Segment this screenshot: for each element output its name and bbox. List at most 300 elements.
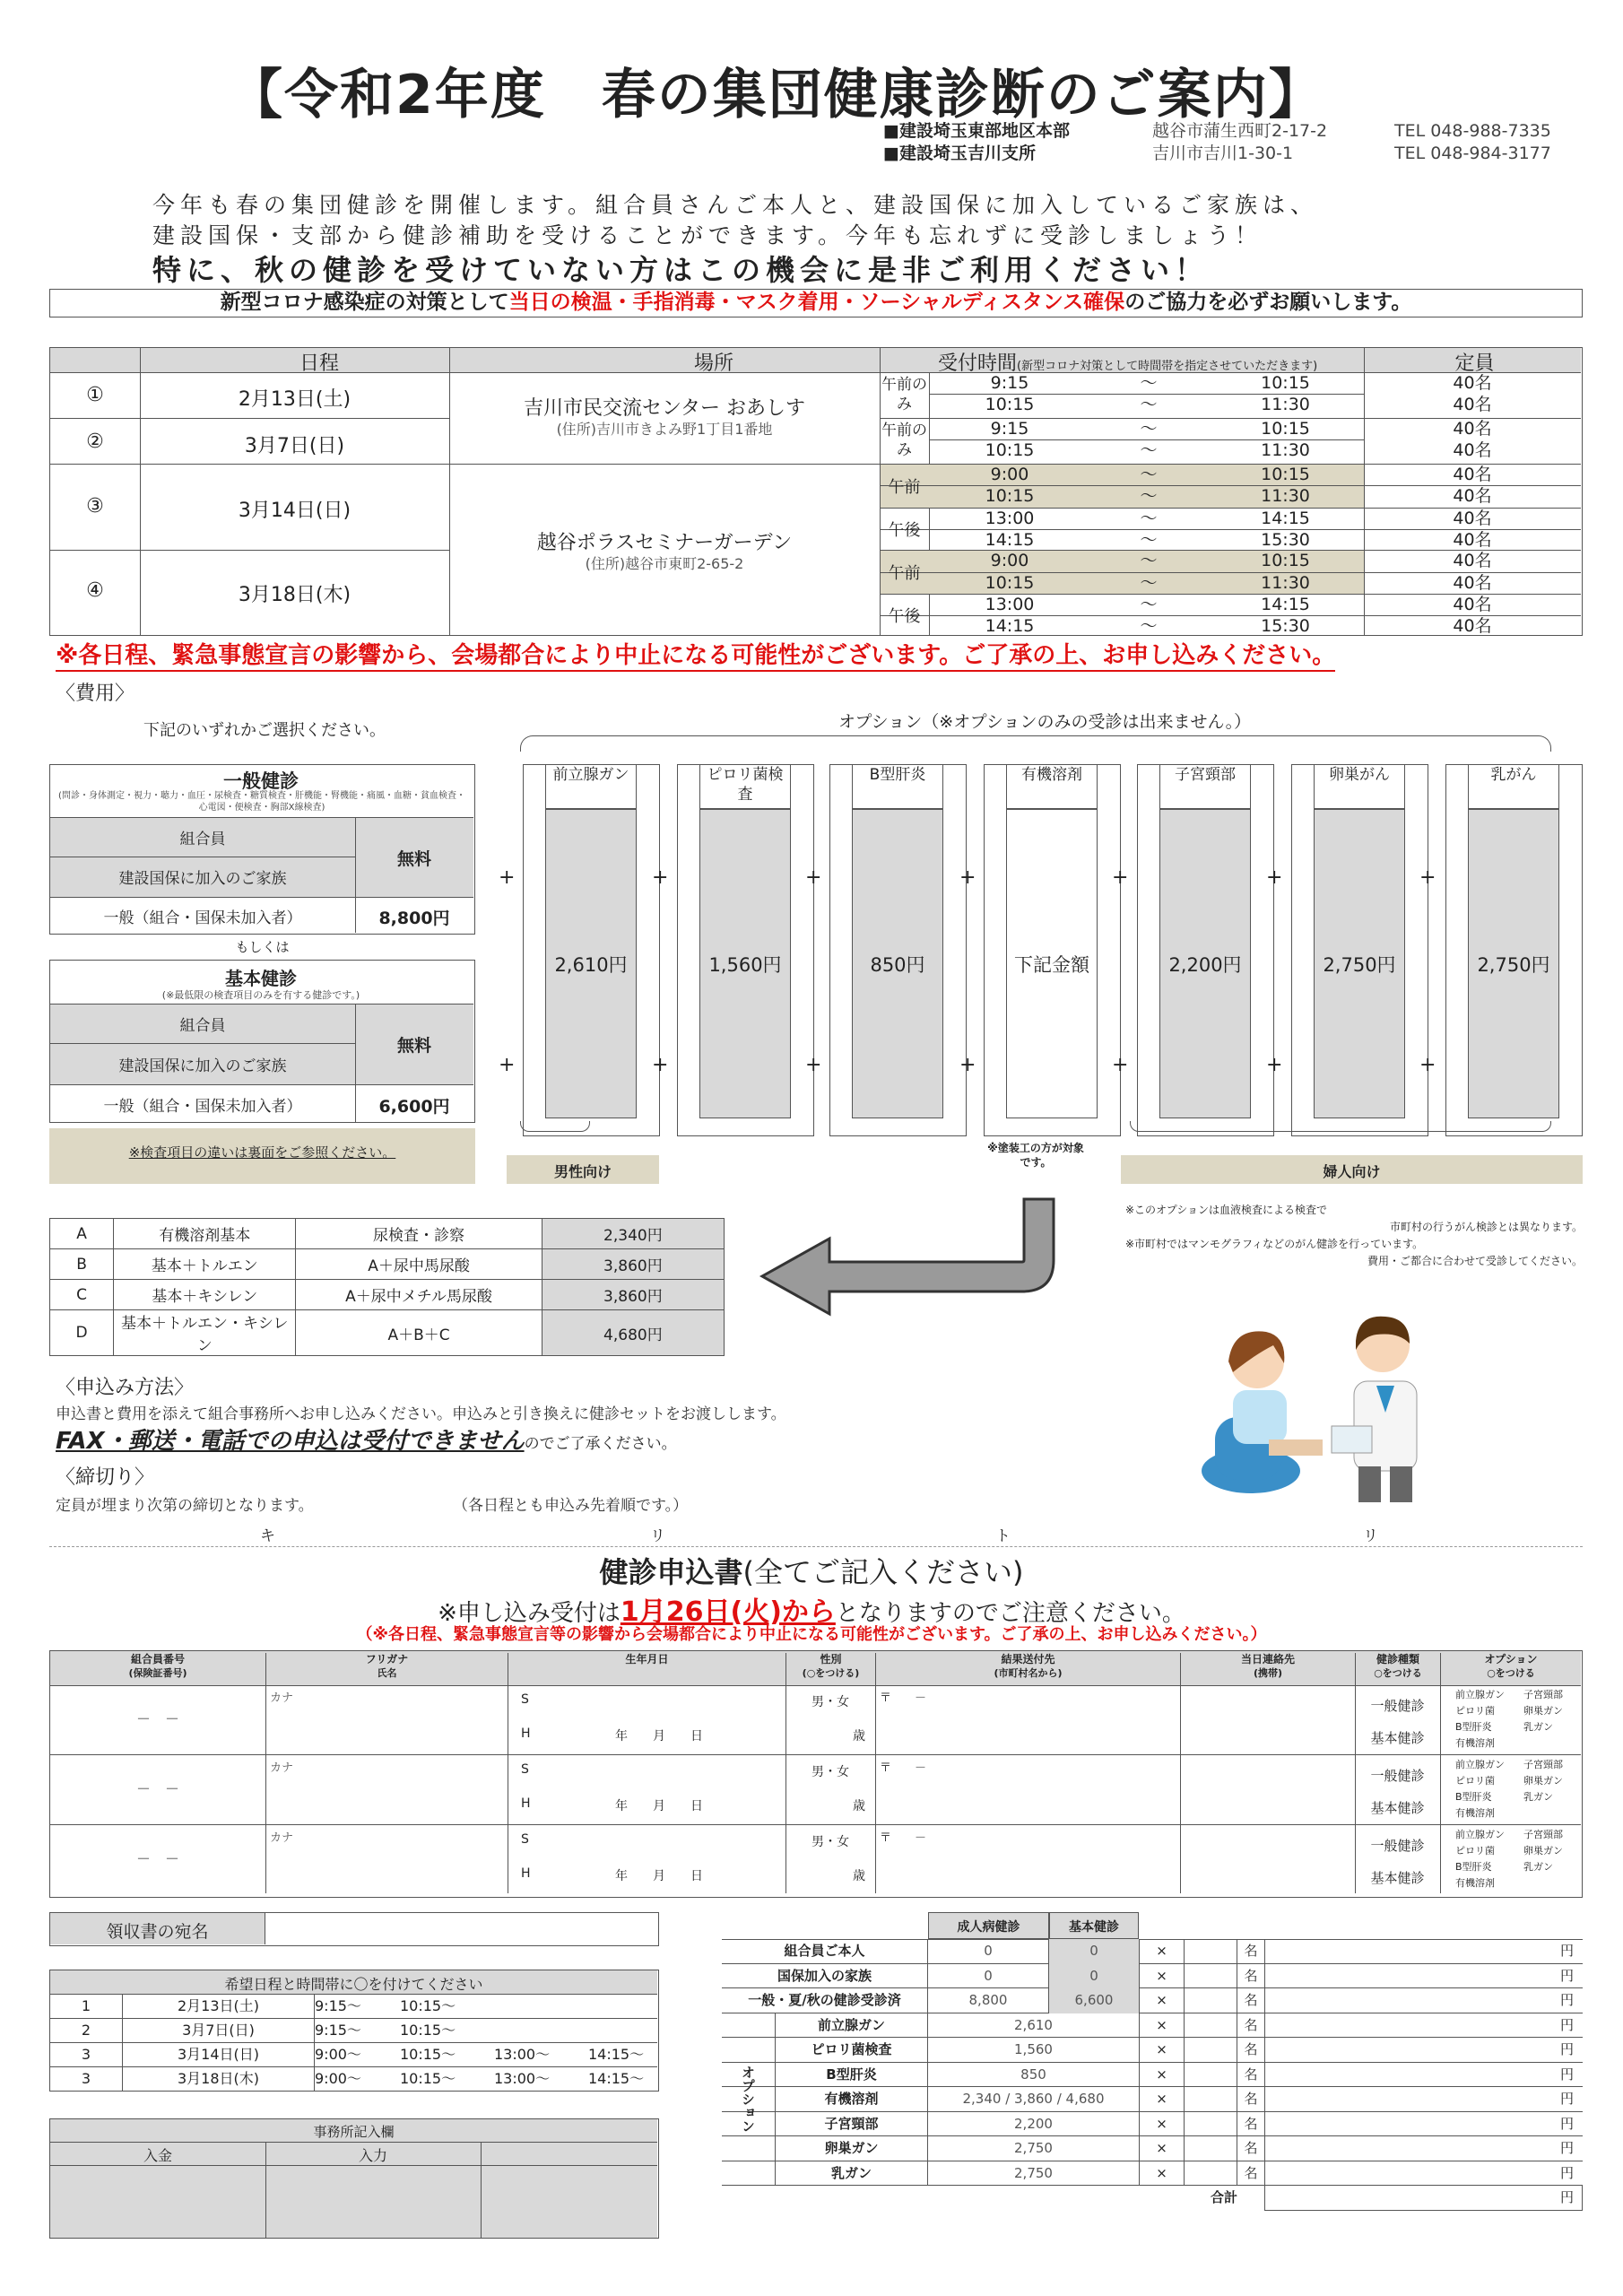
sex-select[interactable]: 男・女: [812, 1695, 849, 1709]
plus-sign: +: [959, 866, 976, 889]
calc-amount-field[interactable]: [1264, 1988, 1569, 2013]
row-date-2: 3月7日(日): [244, 435, 345, 457]
slot-row: [929, 572, 1581, 594]
schedule-table: [49, 347, 1583, 636]
slot-start: 13:00: [985, 509, 1035, 528]
option-price: 2,200円: [1159, 809, 1251, 1118]
intro-line-2: 建設国保・支部から健診補助を受けることができます。今年も忘れずに受診しましょう！: [152, 222, 1263, 248]
option-choices[interactable]: [1445, 1687, 1579, 1752]
preference-cell: 3月14日(日): [122, 2043, 315, 2066]
calc-count-field[interactable]: [1184, 2087, 1237, 2112]
calc-price: 2,750: [1014, 2164, 1053, 2181]
general-checkup-option[interactable]: 一般健診: [1370, 1768, 1425, 1784]
slot-tilde: ～: [1140, 616, 1158, 636]
calc-yen: 円: [1560, 2066, 1575, 2083]
calc-price: 2,750: [1014, 2140, 1053, 2156]
col-place: 場所: [693, 352, 733, 375]
form-row[interactable]: [50, 1685, 1581, 1755]
option-choice[interactable]: 乳ガン: [1523, 1791, 1553, 1803]
birth-heisei[interactable]: H: [521, 1796, 531, 1811]
solvent-table: [49, 1218, 725, 1356]
calc-yen: 円: [1560, 2140, 1575, 2156]
calc-unit: 名: [1244, 2115, 1258, 2132]
am-3: 午前: [888, 478, 921, 497]
option-label: 前立腺ガン: [545, 764, 637, 809]
plus-sign: +: [1419, 1054, 1436, 1076]
option-choice[interactable]: B型肝炎: [1455, 1861, 1492, 1873]
basic-checkup-option[interactable]: 基本健診: [1370, 1870, 1425, 1886]
calc-label: B型肝炎: [776, 2063, 928, 2088]
slot-capacity: 40名: [1453, 395, 1492, 414]
calc-yen: 円: [1560, 2164, 1575, 2181]
general-checkup-option[interactable]: 一般健診: [1370, 1838, 1425, 1854]
option-choice[interactable]: 前立腺ガン: [1455, 1759, 1505, 1770]
calc-label: 有機溶剤: [776, 2087, 928, 2112]
calc-price-basic: 6,600: [1049, 1988, 1139, 2013]
slot-end: 15:30: [1261, 530, 1310, 550]
am-only-1: 午前のみ: [881, 376, 927, 413]
form-header-cell: 当日連絡先 (携帯): [1180, 1653, 1355, 1893]
slot-row: [929, 418, 1581, 439]
address-field[interactable]: 〒 －: [880, 1831, 927, 1845]
office-deposit: 入金: [143, 2147, 172, 2164]
preference-row[interactable]: [50, 1995, 657, 2019]
calc-head-basic: 基本健診: [1049, 1912, 1139, 1939]
plus-sign: +: [1112, 866, 1129, 889]
preference-cell: 2月13日(土): [122, 1995, 315, 2018]
solvent-cell: C: [50, 1280, 114, 1310]
solvent-row: [50, 1280, 725, 1310]
form-receive: ※申し込み受付は1月26日(火)からとなりますのでご注意ください。: [438, 1596, 1185, 1628]
slot-row: [929, 372, 1581, 394]
birth-showa[interactable]: S: [521, 1692, 529, 1707]
option-label: 乳がん: [1468, 764, 1559, 809]
calc-price: 1,560: [1014, 2041, 1053, 2057]
plus-sign: +: [652, 866, 669, 889]
preference-cell: 2: [81, 2022, 91, 2039]
calc-label: ピロリ菌検査: [776, 2038, 928, 2063]
preference-row[interactable]: [50, 2019, 657, 2043]
slot-end: 14:15: [1261, 509, 1310, 528]
calc-row: [722, 2112, 1583, 2137]
fees-heading: 〈費用〉: [56, 683, 135, 705]
option-label: 子宮頸部: [1159, 764, 1251, 809]
calc-times: ×: [1139, 2087, 1184, 2112]
basic-checkup-box: [49, 960, 475, 1123]
option-choice[interactable]: 子宮頸部: [1523, 1829, 1563, 1840]
reference-note: ※検査項目の違いは裏面をご参照ください。: [49, 1128, 475, 1184]
form-title: 健診申込書(全てご記入ください): [599, 1555, 1024, 1589]
slot-start: 14:15: [985, 616, 1035, 636]
solvent-cell: D: [50, 1310, 114, 1356]
calc-times: ×: [1139, 2063, 1184, 2088]
fax-notice: FAX・郵送・電話での申込は受付できませんのでご了承ください。: [56, 1428, 677, 1455]
calc-row: [722, 2161, 1583, 2187]
calc-unit: 名: [1244, 2091, 1258, 2107]
office-input: 入力: [358, 2147, 387, 2164]
intro-emphasis: 特に、秋の健診を受けていない方はこの機会に是非ご利用ください！: [152, 253, 1210, 287]
female-notes: ※このオプションは血液検査による検査で 市町村の行うがん検診とは異なります。 ※市町村ではマンモグラフィなどのがん健診を行っています。 費用・ご都合に合わせて受診してください。: [1125, 1204, 1583, 1267]
birth-date-field[interactable]: 年 月 日: [615, 1799, 703, 1813]
slot-capacity: 40名: [1453, 373, 1492, 393]
slot-start: 9:00: [990, 551, 1029, 570]
female-label: 婦人向け: [1121, 1155, 1583, 1184]
name-kana-field[interactable]: カナ: [270, 1831, 294, 1845]
calc-times: ×: [1139, 1964, 1184, 1989]
option-label: ピロリ菌検査: [699, 764, 791, 809]
solvent-cell: A＋尿中馬尿酸: [296, 1249, 542, 1280]
solvent-cell: 3,860円: [542, 1280, 724, 1310]
preference-table: [49, 1970, 659, 2092]
address-field[interactable]: 〒 －: [880, 1692, 927, 1705]
option-price: 2,750円: [1468, 809, 1559, 1118]
birth-heisei[interactable]: H: [521, 1726, 531, 1741]
calc-label: 国保加入の家族: [722, 1964, 928, 1989]
calc-unit: 名: [1244, 1943, 1258, 1959]
preference-cell: 9:15～: [315, 2022, 361, 2039]
calc-label: 組合員ご本人: [722, 1939, 928, 1964]
slot-tilde: ～: [1140, 419, 1158, 439]
office-title: 事務所記入欄: [50, 2119, 657, 2143]
slot-start: 10:15: [985, 440, 1035, 460]
member-number-field[interactable]: － －: [135, 1850, 179, 1867]
calc-unit: 名: [1244, 2016, 1258, 2033]
row-num-1: ①: [86, 384, 104, 406]
calc-count-field[interactable]: [1184, 1939, 1237, 1964]
venue-2-name: 越谷ポラスセミナーガーデン: [536, 532, 793, 554]
slot-end: 10:15: [1261, 465, 1310, 484]
preference-cell: 9:15～: [315, 1997, 361, 2014]
plus-sign: +: [499, 1054, 516, 1076]
birth-date-field[interactable]: 年 月 日: [615, 1869, 703, 1883]
solvent-cell: 2,340円: [542, 1219, 724, 1249]
slot-start: 9:15: [990, 419, 1029, 439]
slot-end: 11:30: [1261, 395, 1310, 414]
slot-tilde: ～: [1140, 395, 1158, 414]
slot-start: 13:00: [985, 595, 1035, 614]
calc-unit: 名: [1244, 1992, 1258, 2008]
solvent-row: [50, 1219, 725, 1249]
slot-row: [929, 439, 1581, 461]
option-choice[interactable]: 卵巣ガン: [1523, 1845, 1563, 1857]
plus-sign: +: [1419, 866, 1436, 889]
deadline-heading: 〈締切り〉: [56, 1466, 155, 1489]
preference-cell: 10:15～: [400, 2022, 456, 2039]
slot-tilde: ～: [1140, 373, 1158, 393]
am-only-2: 午前のみ: [881, 422, 927, 459]
apply-text: 申込書と費用を添えて組合事務所へお申し込みください。申込みと引き換えに健診セットをお渡しします。: [56, 1405, 786, 1423]
covid-notice: 新型コロナ感染症の対策として当日の検温・手指消毒・マスク着用・ソーシャルディスタンス確保のご協力を必ずお願いします。: [49, 289, 1583, 317]
solvent-cell: A: [50, 1219, 114, 1249]
option-choice[interactable]: 前立腺ガン: [1455, 1829, 1505, 1840]
receipt-name-field[interactable]: [265, 1913, 657, 1944]
option-label: B型肝炎: [852, 764, 943, 809]
form-header-cell: オプション ○をつける: [1440, 1653, 1581, 1893]
solvent-cell: 4,680円: [542, 1310, 724, 1356]
calc-amount-field[interactable]: [1264, 2112, 1569, 2137]
option-choice[interactable]: 前立腺ガン: [1455, 1689, 1505, 1700]
application-form: [49, 1650, 1583, 1898]
calc-times: ×: [1139, 2161, 1184, 2187]
basic-checkup-option[interactable]: 基本健診: [1370, 1730, 1425, 1746]
sex-select[interactable]: 男・女: [812, 1835, 849, 1849]
slot-start: 10:15: [985, 395, 1035, 414]
pm-3: 午後: [888, 521, 921, 540]
slot-tilde: ～: [1140, 440, 1158, 460]
option-choice[interactable]: 子宮頸部: [1523, 1759, 1563, 1770]
calc-count-field[interactable]: [1184, 1988, 1237, 2013]
arrow-left-icon: [753, 1197, 1076, 1318]
name-kana-field[interactable]: カナ: [270, 1692, 294, 1705]
solvent-row: [50, 1310, 725, 1356]
option-price: 下記金額: [1006, 809, 1098, 1118]
preference-cell: 3月18日(木): [122, 2067, 315, 2091]
basic-checkup-option[interactable]: 基本健診: [1370, 1800, 1425, 1816]
preference-cell: 13:00～: [494, 2070, 551, 2087]
office-1: ■建設埼玉東部地区本部 越谷市蒲生西町2-17-2 TEL 048-988-7335: [883, 121, 1551, 141]
slot-end: 11:30: [1261, 573, 1310, 593]
slot-capacity: 40名: [1453, 440, 1492, 460]
painter-note: ※塗装工の方が対象です。: [987, 1142, 1084, 1169]
general-checkup-option[interactable]: 一般健診: [1370, 1698, 1425, 1714]
office-2: ■建設埼玉吉川支所 吉川市吉川1-30-1 TEL 048-984-3177: [883, 144, 1551, 163]
solvent-cell: 3,860円: [542, 1249, 724, 1280]
option-heading: オプション（※オプションのみの受診は出来ません。）: [838, 712, 1252, 732]
page-title: 【令和2年度 春の集団健康診断のご案内】: [229, 64, 1324, 126]
option-choice[interactable]: 有機溶剤: [1455, 1737, 1495, 1749]
form-header-cell: フリガナ 氏名: [265, 1653, 508, 1893]
option-choice[interactable]: B型肝炎: [1455, 1791, 1492, 1803]
slot-capacity: 40名: [1453, 595, 1492, 614]
calc-amount-field[interactable]: [1264, 2161, 1569, 2187]
general-public: 一般（組合・国保未加入者）: [103, 909, 302, 927]
form-row[interactable]: [50, 1755, 1581, 1825]
preference-cell: 1: [81, 1997, 91, 2014]
am-4: 午前: [888, 564, 921, 583]
preference-row[interactable]: [50, 2043, 657, 2067]
calc-price-basic: 0: [1049, 1939, 1139, 1964]
general-desc: (問診・身体測定・視力・聴力・血圧・尿検査・糖質検査・肝機能・腎機能・痛風・血糖・貧血検査・心電図・便検査・胸部X線検査): [58, 791, 465, 813]
calc-unit: 名: [1244, 2140, 1258, 2156]
option-choice[interactable]: 有機溶剤: [1455, 1877, 1495, 1889]
cut-line: [49, 1546, 1583, 1547]
calc-row: [722, 2063, 1583, 2088]
calc-count-field[interactable]: [1184, 2161, 1237, 2187]
preference-cell: 10:15～: [400, 1997, 456, 2014]
calc-count-field[interactable]: [1184, 2112, 1237, 2137]
calc-yen: 円: [1560, 2115, 1575, 2132]
venue-1-name: 吉川市民交流センター おあしす: [523, 397, 806, 420]
sex-select[interactable]: 男・女: [812, 1765, 849, 1779]
option-choice[interactable]: 乳ガン: [1523, 1861, 1553, 1873]
slot-row: [929, 529, 1581, 551]
basic-public: 一般（組合・国保未加入者）: [103, 1098, 302, 1116]
member-number-field[interactable]: － －: [135, 1780, 179, 1797]
slot-capacity: 40名: [1453, 419, 1492, 439]
row-date-3: 3月14日(日): [238, 500, 352, 522]
solvent-cell: 有機溶剤基本: [114, 1219, 296, 1249]
fees-choose: 下記のいずれかご選択ください。: [143, 721, 386, 740]
option-choice[interactable]: ピロリ菌: [1455, 1705, 1495, 1717]
pm-4: 午後: [888, 607, 921, 626]
plus-sign: +: [1266, 866, 1283, 889]
calc-total-yen: 円: [1560, 2189, 1575, 2205]
male-brace: [520, 1121, 590, 1132]
calc-amount-field[interactable]: [1264, 2013, 1569, 2039]
row-date-4: 3月18日(木): [238, 584, 352, 606]
option-choices[interactable]: [1445, 1757, 1579, 1822]
col-capacity: 定員: [1454, 352, 1495, 375]
age-field[interactable]: 歳: [853, 1729, 865, 1744]
calc-price: 2,340 / 3,860 / 4,680: [962, 2091, 1105, 2107]
slot-start: 10:15: [985, 486, 1035, 506]
option-choices[interactable]: [1445, 1827, 1579, 1892]
age-field[interactable]: 歳: [853, 1869, 865, 1883]
general-title: 一般健診: [223, 770, 299, 792]
intro: [152, 190, 1318, 251]
slot-capacity: 40名: [1453, 551, 1492, 570]
birth-showa[interactable]: S: [521, 1762, 529, 1777]
preference-cell: 3: [81, 2070, 91, 2087]
slot-end: 10:15: [1261, 551, 1310, 570]
form-row[interactable]: [50, 1825, 1581, 1895]
calc-amount-field[interactable]: [1264, 2038, 1569, 2063]
option-choice[interactable]: 乳ガン: [1523, 1721, 1553, 1733]
calc-amount-field[interactable]: [1264, 2063, 1569, 2088]
solvent-cell: B: [50, 1249, 114, 1280]
slot-tilde: ～: [1140, 573, 1158, 593]
calc-count-field[interactable]: [1184, 2063, 1237, 2088]
option-choice[interactable]: ピロリ菌: [1455, 1845, 1495, 1857]
option-label: 有機溶剤: [1006, 764, 1098, 809]
cut-char-1: キ: [260, 1527, 275, 1545]
calc-yen: 円: [1560, 2016, 1575, 2033]
birth-date-field[interactable]: 年 月 日: [615, 1729, 703, 1744]
preference-title: 希望日程と時間帯に〇を付けてください: [50, 1970, 657, 1995]
calc-count-field[interactable]: [1184, 1964, 1237, 1989]
calc-yen: 円: [1560, 1943, 1575, 1959]
solvent-cell: 尿検査・診察: [296, 1219, 542, 1249]
slot-tilde: ～: [1140, 551, 1158, 570]
cut-char-3: ト: [995, 1527, 1011, 1545]
preference-cell: 14:15～: [588, 2046, 645, 2063]
slot-row: [929, 464, 1581, 485]
age-field[interactable]: 歳: [853, 1799, 865, 1813]
birth-heisei[interactable]: H: [521, 1866, 531, 1881]
member-number-field[interactable]: － －: [135, 1710, 179, 1727]
calc-count-field[interactable]: [1184, 2013, 1237, 2039]
slot-row: [929, 485, 1581, 507]
slot-row: [929, 594, 1581, 615]
slot-start: 14:15: [985, 530, 1035, 550]
row-date-1: 2月13日(土): [238, 388, 352, 411]
option-price: 2,750円: [1314, 809, 1405, 1118]
calc-times: ×: [1139, 2038, 1184, 2063]
calc-label: 前立腺ガン: [776, 2013, 928, 2039]
cut-char-2: リ: [650, 1527, 665, 1545]
form-header-cell: 性別 (○をつける): [785, 1653, 875, 1893]
solvent-cell: 基本＋トルエン: [114, 1249, 296, 1280]
option-brace: [520, 735, 1551, 752]
option-choice[interactable]: ピロリ菌: [1455, 1775, 1495, 1787]
name-kana-field[interactable]: カナ: [270, 1761, 294, 1775]
calc-total-field[interactable]: [1264, 2186, 1583, 2211]
fee-calculation: [722, 1912, 1583, 2253]
birth-showa[interactable]: S: [521, 1832, 529, 1847]
solvent-cell: A＋尿中メチル馬尿酸: [296, 1280, 542, 1310]
option-choice[interactable]: 卵巣ガン: [1523, 1705, 1563, 1717]
cut-char-4: リ: [1363, 1527, 1378, 1545]
slot-tilde: ～: [1140, 465, 1158, 484]
calc-row: [722, 1988, 1583, 2013]
calc-price: 2,200: [1014, 2115, 1053, 2132]
slot-end: 11:30: [1261, 486, 1310, 506]
slot-capacity: 40名: [1453, 530, 1492, 550]
slot-end: 14:15: [1261, 595, 1310, 614]
option-choice[interactable]: B型肝炎: [1455, 1721, 1492, 1733]
slot-row: [929, 508, 1581, 529]
slot-tilde: ～: [1140, 595, 1158, 614]
option-choice[interactable]: 子宮頸部: [1523, 1689, 1563, 1700]
calc-row: [722, 2013, 1583, 2039]
calc-yen: 円: [1560, 1967, 1575, 1984]
calc-unit: 名: [1244, 1967, 1258, 1984]
calc-row: [722, 1939, 1583, 1964]
calc-price-adult: 0: [928, 1964, 1049, 1989]
col-date: 日程: [299, 352, 339, 375]
venue-1-address: (住所)吉川市きよみ野1丁目1番地: [556, 421, 773, 438]
calc-amount-field[interactable]: [1264, 1939, 1569, 1964]
calc-count-field[interactable]: [1184, 2038, 1237, 2063]
calc-row: [722, 2136, 1583, 2161]
slot-capacity: 40名: [1453, 465, 1492, 484]
general-checkup-box: [49, 764, 475, 935]
option-label: 卵巣がん: [1314, 764, 1405, 809]
calc-total-label: 合計: [1211, 2189, 1238, 2205]
address-field[interactable]: 〒 －: [880, 1761, 927, 1775]
option-choice[interactable]: 卵巣ガン: [1523, 1775, 1563, 1787]
doctor-patient-illustration: [1184, 1292, 1453, 1507]
slot-start: 10:15: [985, 573, 1035, 593]
calc-yen: 円: [1560, 2041, 1575, 2057]
general-member: 組合員: [179, 831, 226, 848]
solvent-row: [50, 1249, 725, 1280]
slot-end: 11:30: [1261, 440, 1310, 460]
option-choice[interactable]: 有機溶剤: [1455, 1807, 1495, 1819]
calc-amount-field[interactable]: [1264, 2136, 1569, 2161]
calc-price: 2,610: [1014, 2016, 1053, 2033]
slot-tilde: ～: [1140, 530, 1158, 550]
calc-amount-field[interactable]: [1264, 1964, 1569, 1989]
female-brace: [1130, 1121, 1551, 1132]
slot-capacity: 40名: [1453, 509, 1492, 528]
calc-label: 子宮頸部: [776, 2112, 928, 2137]
form-header-cell: 健診種類 ○をつける: [1355, 1653, 1440, 1893]
apply-heading: 〈申込み方法〉: [56, 1377, 195, 1399]
preference-row[interactable]: [50, 2067, 657, 2092]
slot-start: 9:00: [990, 465, 1029, 484]
basic-free: 無料: [396, 1036, 431, 1056]
office-box: [49, 2118, 659, 2239]
option-price: 2,610円: [545, 809, 637, 1118]
calc-amount-field[interactable]: [1264, 2087, 1569, 2112]
slot-tilde: ～: [1140, 509, 1158, 528]
calc-label: 乳ガン: [776, 2161, 928, 2187]
calc-row: [722, 2087, 1583, 2112]
calc-count-field[interactable]: [1184, 2136, 1237, 2161]
schedule-notice: ※各日程、緊急事態宣言の影響から、会場都合により中止になる可能性がございます。ご了承の上、お申し込みください。: [56, 637, 1335, 672]
calc-option-label: オプション: [722, 2013, 776, 2187]
